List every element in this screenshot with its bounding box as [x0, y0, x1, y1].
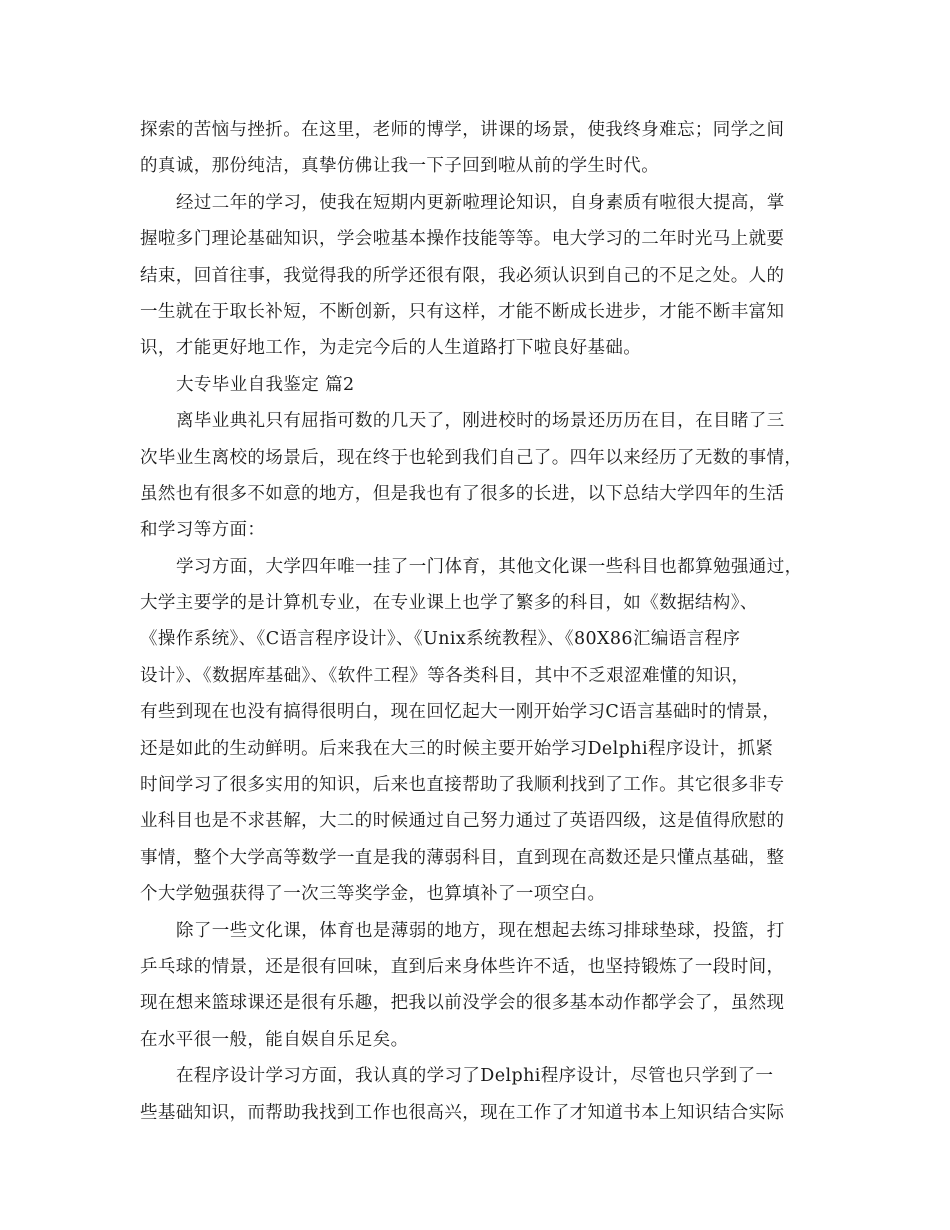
- text-line: 结束，回首往事，我觉得我的所学还很有限，我必须认识到自己的不足之处。人的: [140, 265, 785, 286]
- text-line: 虽然也有很多不如意的地方，但是我也有了很多的长进，以下总结大学四年的生活: [140, 483, 785, 504]
- paragraph-start-line: 除了一些文化课，体育也是薄弱的地方，现在想起去练习排球垫球，投篮，打: [176, 920, 785, 941]
- text-line: 乒乓球的情景，还是很有回味，直到后来身体些许不适，也坚持锻炼了一段时间，: [140, 956, 785, 977]
- text-line: 一生就在于取长补短，不断创新，只有这样，才能不断成长进步，才能不断丰富知: [140, 301, 785, 322]
- text-line: 时间学习了很多实用的知识，后来也直接帮助了我顺利找到了工作。其它很多非专: [140, 775, 785, 796]
- section-heading: 大专毕业自我鉴定 篇2: [176, 374, 355, 395]
- text-line: 识，才能更好地工作，为走完今后的人生道路打下啦良好基础。: [140, 338, 642, 359]
- text-line: 大学主要学的是计算机专业，在专业课上也学了繁多的科目，如《数据结构》、: [140, 593, 758, 614]
- text-line: 握啦多门理论基础知识，学会啦基本操作技能等等。电大学习的二年时光马上就要: [140, 229, 785, 250]
- text-line: 还是如此的生动鲜明。后来我在大三的时候主要开始学习Delphi程序设计，抓紧: [140, 738, 774, 759]
- text-line: 设计》、《数据库基础》、《软件工程》等各类科目，其中不乏艰涩难懂的知识，: [140, 665, 750, 686]
- text-line: 在水平很一般，能自娱自乐足矣。: [140, 1029, 409, 1050]
- text-line: 次毕业生离校的场景后，现在终于也轮到我们自己了。四年以来经历了无数的事情，: [140, 447, 803, 468]
- text-line: 事情，整个大学高等数学一直是我的薄弱科目，直到现在高数还是只懂点基础，整: [140, 847, 785, 868]
- paragraph-start-line: 离毕业典礼只有屈指可数的几天了，刚进校时的场景还历历在目，在目睹了三: [176, 411, 785, 432]
- paragraph-start-line: 在程序设计学习方面，我认真的学习了Delphi程序设计，尽管也只学到了一: [176, 1066, 774, 1087]
- text-line: 现在想来篮球课还是很有乐趣，把我以前没学会的很多基本动作都学会了，虽然现: [140, 993, 785, 1014]
- paragraph-start-line: 经过二年的学习，使我在短期内更新啦理论知识，自身素质有啦很大提高，掌: [176, 192, 785, 213]
- text-line: 和学习等方面：: [140, 520, 266, 541]
- text-line: 些基础知识，而帮助我找到工作也很高兴，现在工作了才知道书本上知识结合实际: [140, 1102, 785, 1123]
- text-line: 探索的苦恼与挫折。在这里，老师的博学，讲课的场景，使我终身难忘；同学之间: [140, 120, 785, 140]
- paragraph-start-line: 学习方面，大学四年唯一挂了一门体育，其他文化课一些科目也都算勉强通过，: [176, 556, 803, 577]
- text-line: 《操作系统》、《C语言程序设计》、《Unix系统教程》、《80X86汇编语言程序: [140, 629, 741, 650]
- text-line: 的真诚，那份纯洁，真挚仿佛让我一下子回到啦从前的学生时代。: [140, 156, 660, 177]
- text-line: 个大学勉强获得了一次三等奖学金，也算填补了一项空白。: [140, 884, 606, 905]
- document-body: [140, 112, 820, 1131]
- text-line: 有些到现在也没有搞得很明白，现在回忆起大一刚开始学习C语言基础时的情景，: [140, 702, 781, 723]
- text-line: 业科目也是不求甚解，大二的时候通过自己努力通过了英语四级，这是值得欣慰的: [140, 811, 785, 832]
